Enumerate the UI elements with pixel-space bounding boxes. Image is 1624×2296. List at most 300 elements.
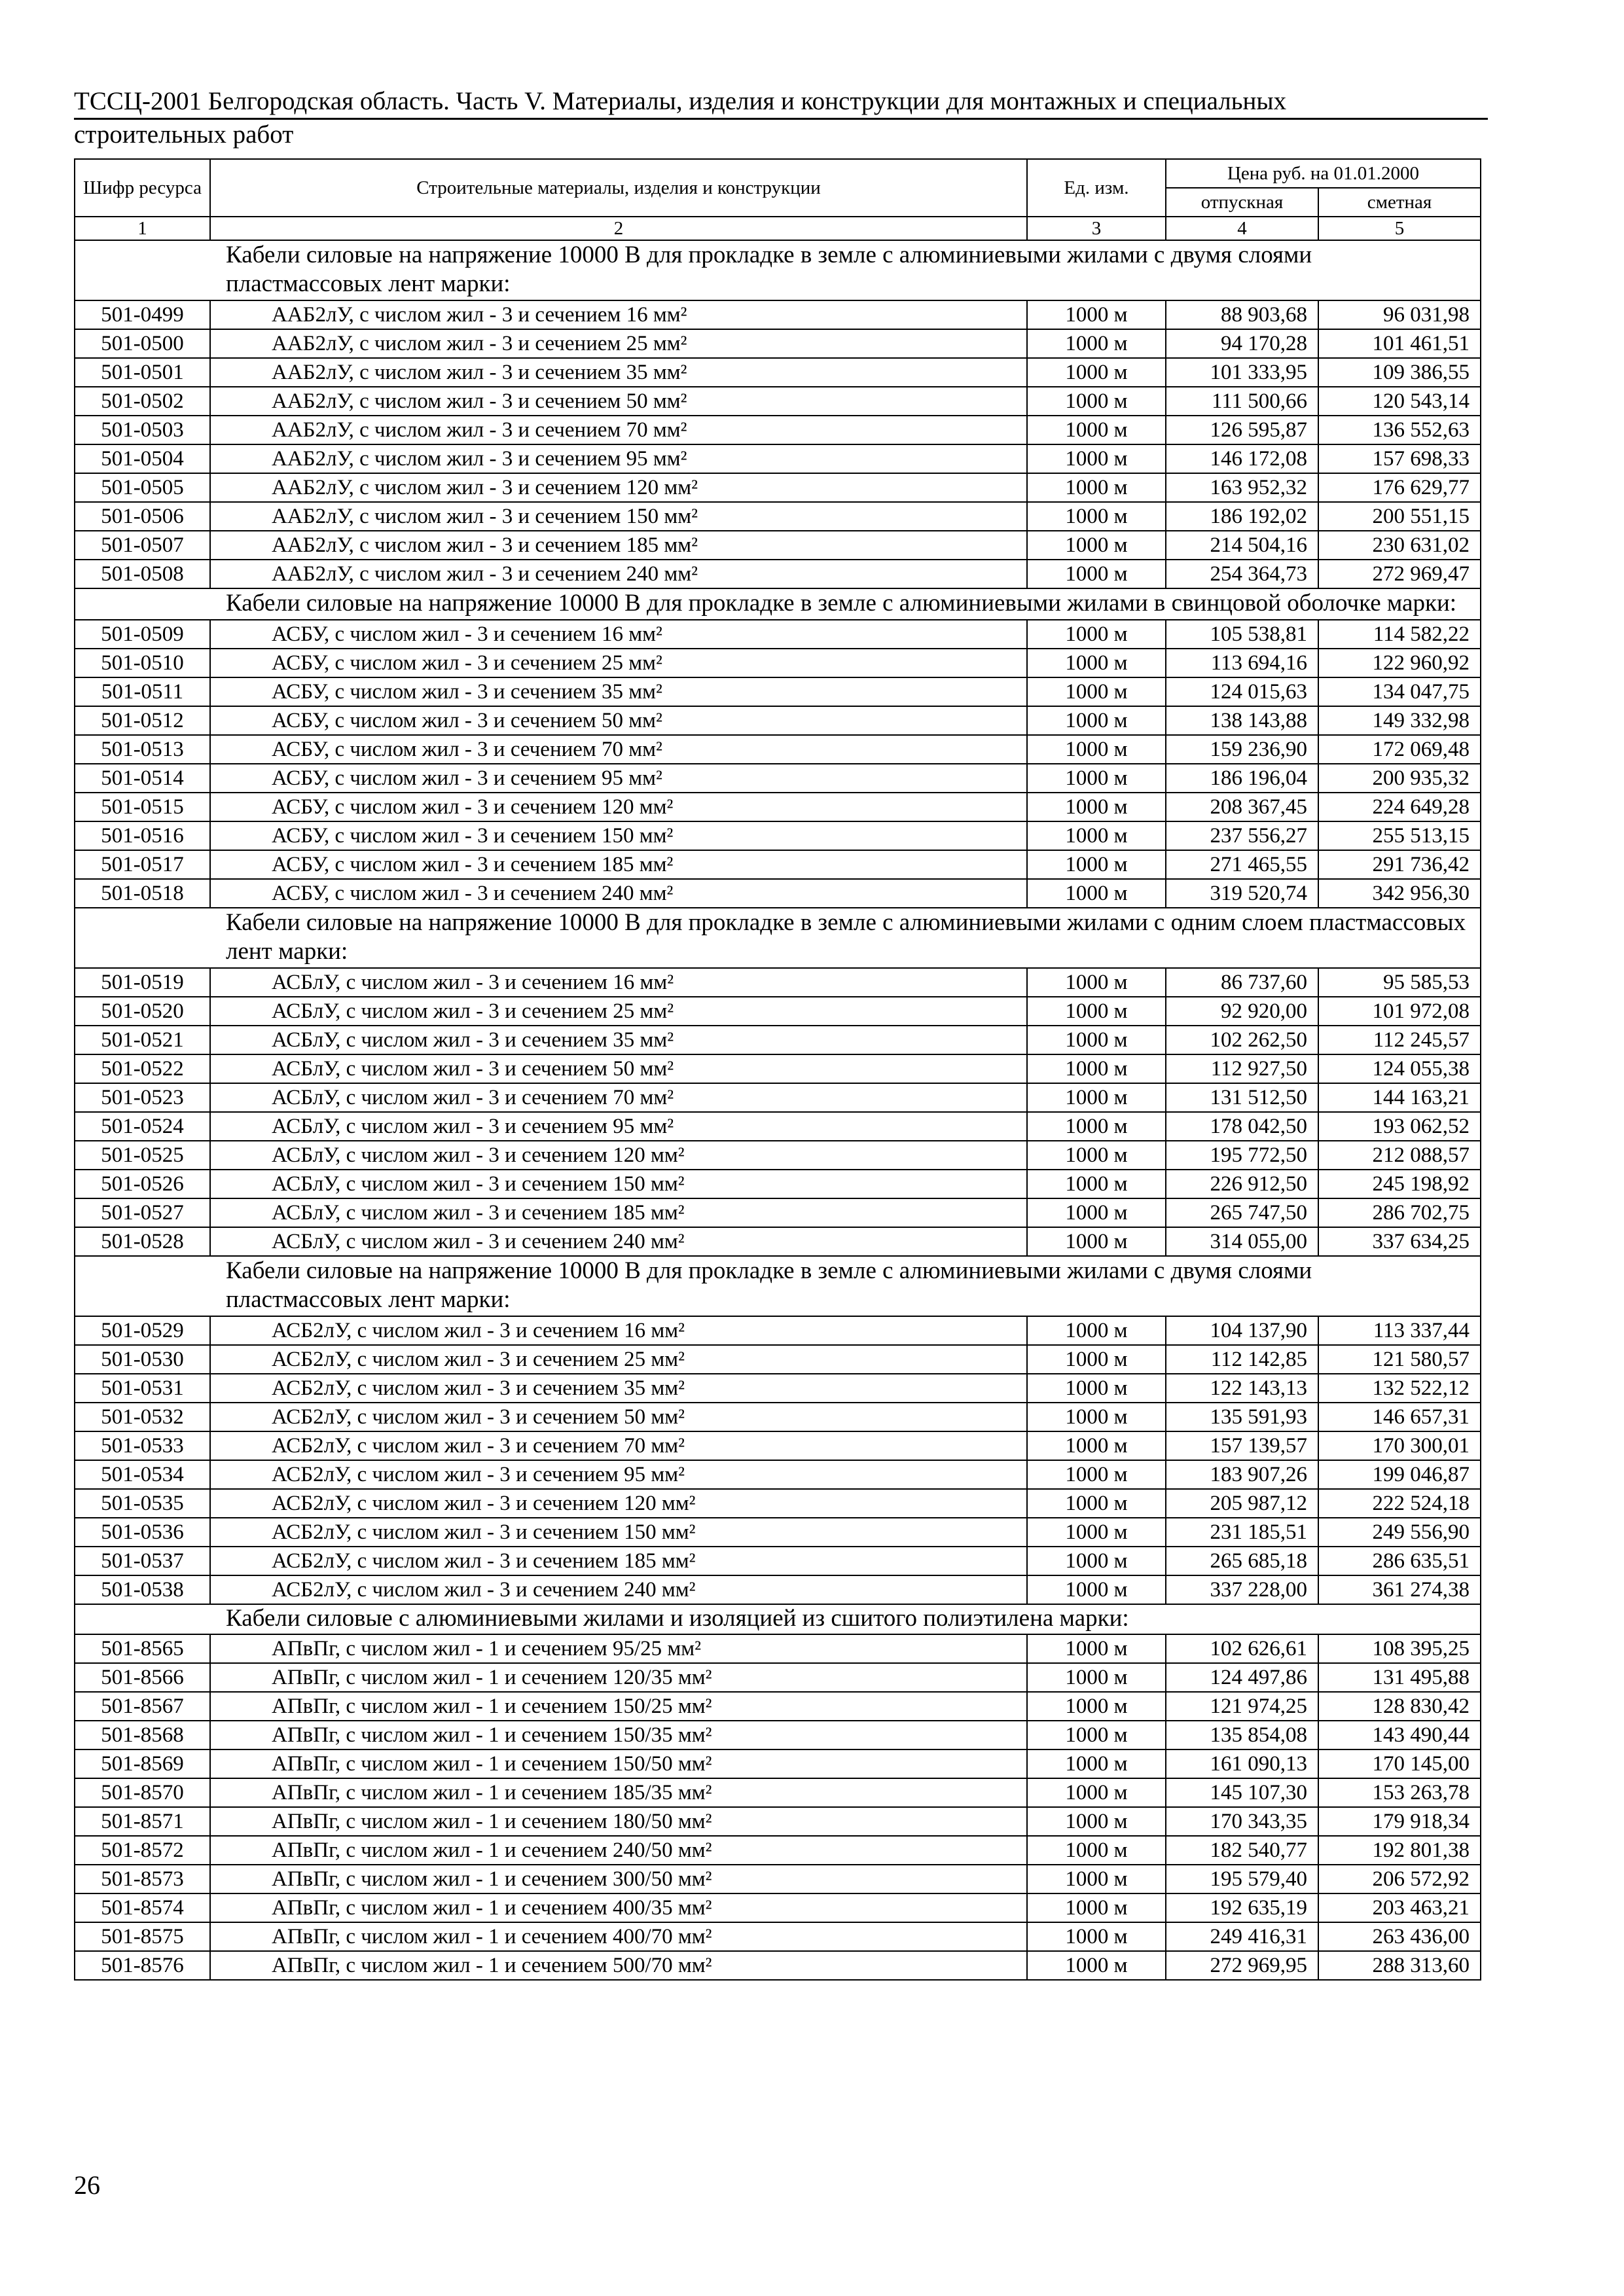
column-number: 3 — [1027, 217, 1166, 240]
header-release-price: отпускная — [1166, 188, 1318, 217]
resource-code: 501-0500 — [75, 329, 210, 358]
estimate-price: 245 198,92 — [1318, 1170, 1481, 1198]
resource-code: 501-0527 — [75, 1198, 210, 1227]
material-name: АСБУ, с числом жил - 3 и сечением 50 мм² — [210, 706, 1027, 735]
table-row — [75, 850, 1481, 879]
header-code: Шифр ресурса — [75, 159, 210, 217]
resource-code: 501-8573 — [75, 1865, 210, 1893]
release-price: 226 912,50 — [1166, 1170, 1318, 1198]
unit: 1000 м — [1027, 997, 1166, 1026]
release-price: 272 969,95 — [1166, 1951, 1318, 1980]
release-price: 105 538,81 — [1166, 620, 1318, 649]
estimate-price: 286 702,75 — [1318, 1198, 1481, 1227]
resource-code: 501-0520 — [75, 997, 210, 1026]
resource-code: 501-0516 — [75, 821, 210, 850]
release-price: 101 333,95 — [1166, 358, 1318, 387]
table-row — [75, 531, 1481, 560]
unit: 1000 м — [1027, 1951, 1166, 1980]
unit: 1000 м — [1027, 1922, 1166, 1951]
material-name: АСБлУ, с числом жил - 3 и сечением 35 мм² — [210, 1026, 1027, 1054]
resource-code: 501-0510 — [75, 649, 210, 677]
estimate-price: 272 969,47 — [1318, 560, 1481, 588]
estimate-price: 157 698,33 — [1318, 444, 1481, 473]
estimate-price: 206 572,92 — [1318, 1865, 1481, 1893]
estimate-price: 143 490,44 — [1318, 1721, 1481, 1749]
header-estimate-price: сметная — [1318, 188, 1481, 217]
resource-code: 501-0517 — [75, 850, 210, 879]
table-row — [75, 1865, 1481, 1893]
unit: 1000 м — [1027, 1547, 1166, 1575]
estimate-price: 222 524,18 — [1318, 1489, 1481, 1518]
table-row — [75, 387, 1481, 416]
table-row — [75, 473, 1481, 502]
table-row — [75, 416, 1481, 444]
resource-code: 501-8565 — [75, 1634, 210, 1663]
material-name: АСБУ, с числом жил - 3 и сечением 95 мм² — [210, 764, 1027, 793]
release-price: 145 107,30 — [1166, 1778, 1318, 1807]
estimate-price: 342 956,30 — [1318, 879, 1481, 908]
estimate-price: 120 543,14 — [1318, 387, 1481, 416]
table-row — [75, 300, 1481, 329]
unit: 1000 м — [1027, 1141, 1166, 1170]
table-row — [75, 793, 1481, 821]
release-price: 111 500,66 — [1166, 387, 1318, 416]
release-price: 138 143,88 — [1166, 706, 1318, 735]
resource-code: 501-8575 — [75, 1922, 210, 1951]
release-price: 126 595,87 — [1166, 416, 1318, 444]
table-row — [75, 706, 1481, 735]
resource-code: 501-0518 — [75, 879, 210, 908]
table-row — [75, 329, 1481, 358]
material-name: АСБУ, с числом жил - 3 и сечением 35 мм² — [210, 677, 1027, 706]
column-number: 4 — [1166, 217, 1318, 240]
unit: 1000 м — [1027, 1026, 1166, 1054]
estimate-price: 132 522,12 — [1318, 1374, 1481, 1403]
table-row — [75, 1141, 1481, 1170]
unit: 1000 м — [1027, 1836, 1166, 1865]
release-price: 195 772,50 — [1166, 1141, 1318, 1170]
unit: 1000 м — [1027, 1345, 1166, 1374]
estimate-price: 176 629,77 — [1318, 473, 1481, 502]
material-name: АСБУ, с числом жил - 3 и сечением 16 мм² — [210, 620, 1027, 649]
estimate-price: 337 634,25 — [1318, 1227, 1481, 1256]
table-row — [75, 1431, 1481, 1460]
estimate-price: 193 062,52 — [1318, 1112, 1481, 1141]
material-name: АСБлУ, с числом жил - 3 и сечением 95 мм² — [210, 1112, 1027, 1141]
release-price: 159 236,90 — [1166, 735, 1318, 764]
release-price: 265 685,18 — [1166, 1547, 1318, 1575]
section-title: Кабели силовые на напряжение 10000 В для прокладке в земле с алюминиевыми жилами с двумя слоями пластмассовых лент марки: — [75, 240, 1481, 300]
unit: 1000 м — [1027, 1634, 1166, 1663]
resource-code: 501-8567 — [75, 1692, 210, 1721]
unit: 1000 м — [1027, 1431, 1166, 1460]
estimate-price: 122 960,92 — [1318, 649, 1481, 677]
release-price: 146 172,08 — [1166, 444, 1318, 473]
resource-code: 501-0505 — [75, 473, 210, 502]
material-name: АПвПг, с числом жил - 1 и сечением 150/50 мм² — [210, 1749, 1027, 1778]
material-name: АСБлУ, с числом жил - 3 и сечением 50 мм² — [210, 1054, 1027, 1083]
release-price: 237 556,27 — [1166, 821, 1318, 850]
material-name: ААБ2лУ, с числом жил - 3 и сечением 150 мм² — [210, 502, 1027, 531]
unit: 1000 м — [1027, 416, 1166, 444]
table-row — [75, 821, 1481, 850]
material-name: АСБУ, с числом жил - 3 и сечением 120 мм² — [210, 793, 1027, 821]
table-row — [75, 1026, 1481, 1054]
material-name: АСБ2лУ, с числом жил - 3 и сечением 35 мм² — [210, 1374, 1027, 1403]
table-row — [75, 1951, 1481, 1980]
unit: 1000 м — [1027, 1893, 1166, 1922]
unit: 1000 м — [1027, 620, 1166, 649]
section-title-row — [75, 1604, 1481, 1634]
material-name: АПвПг, с числом жил - 1 и сечением 240/50 мм² — [210, 1836, 1027, 1865]
release-price: 208 367,45 — [1166, 793, 1318, 821]
table-row — [75, 879, 1481, 908]
table-row — [75, 1227, 1481, 1256]
estimate-price: 255 513,15 — [1318, 821, 1481, 850]
resource-code: 501-0529 — [75, 1316, 210, 1345]
material-name: АСБ2лУ, с числом жил - 3 и сечением 240 мм² — [210, 1575, 1027, 1604]
estimate-price: 124 055,38 — [1318, 1054, 1481, 1083]
estimate-price: 112 245,57 — [1318, 1026, 1481, 1054]
resource-code: 501-0523 — [75, 1083, 210, 1112]
material-name: ААБ2лУ, с числом жил - 3 и сечением 50 мм² — [210, 387, 1027, 416]
table-row — [75, 1634, 1481, 1663]
material-name: АПвПг, с числом жил - 1 и сечением 180/50 мм² — [210, 1807, 1027, 1836]
unit: 1000 м — [1027, 387, 1166, 416]
resource-code: 501-0522 — [75, 1054, 210, 1083]
table-row — [75, 1198, 1481, 1227]
resource-code: 501-8574 — [75, 1893, 210, 1922]
table-row — [75, 997, 1481, 1026]
unit: 1000 м — [1027, 1460, 1166, 1489]
estimate-price: 203 463,21 — [1318, 1893, 1481, 1922]
unit: 1000 м — [1027, 1112, 1166, 1141]
unit: 1000 м — [1027, 1403, 1166, 1431]
resource-code: 501-0514 — [75, 764, 210, 793]
estimate-price: 291 736,42 — [1318, 850, 1481, 879]
release-price: 157 139,57 — [1166, 1431, 1318, 1460]
unit: 1000 м — [1027, 850, 1166, 879]
estimate-price: 134 047,75 — [1318, 677, 1481, 706]
unit: 1000 м — [1027, 1575, 1166, 1604]
material-name: ААБ2лУ, с числом жил - 3 и сечением 35 мм² — [210, 358, 1027, 387]
header-unit: Ед. изм. — [1027, 159, 1166, 217]
material-name: АПвПг, с числом жил - 1 и сечением 150/35 мм² — [210, 1721, 1027, 1749]
table-row — [75, 968, 1481, 997]
header-name: Строительные материалы, изделия и конструкции — [210, 159, 1027, 217]
section-title-row — [75, 240, 1481, 300]
material-name: ААБ2лУ, с числом жил - 3 и сечением 16 мм² — [210, 300, 1027, 329]
resource-code: 501-0502 — [75, 387, 210, 416]
resource-code: 501-8571 — [75, 1807, 210, 1836]
material-name: АСБУ, с числом жил - 3 и сечением 70 мм² — [210, 735, 1027, 764]
page-number: 26 — [74, 2170, 100, 2200]
estimate-price: 200 551,15 — [1318, 502, 1481, 531]
release-price: 319 520,74 — [1166, 879, 1318, 908]
resource-code: 501-0511 — [75, 677, 210, 706]
section-title: Кабели силовые на напряжение 10000 В для прокладке в земле с алюминиевыми жилами с одним слоем пластмассовых лент марки: — [75, 908, 1481, 968]
resource-code: 501-0524 — [75, 1112, 210, 1141]
material-name: АСБлУ, с числом жил - 3 и сечением 240 мм² — [210, 1227, 1027, 1256]
unit: 1000 м — [1027, 1227, 1166, 1256]
unit: 1000 м — [1027, 1083, 1166, 1112]
column-number: 1 — [75, 217, 210, 240]
estimate-price: 263 436,00 — [1318, 1922, 1481, 1951]
estimate-price: 131 495,88 — [1318, 1663, 1481, 1692]
resource-code: 501-8566 — [75, 1663, 210, 1692]
material-name: АСБлУ, с числом жил - 3 и сечением 185 мм² — [210, 1198, 1027, 1227]
release-price: 254 364,73 — [1166, 560, 1318, 588]
resource-code: 501-0499 — [75, 300, 210, 329]
unit: 1000 м — [1027, 358, 1166, 387]
material-name: ААБ2лУ, с числом жил - 3 и сечением 120 мм² — [210, 473, 1027, 502]
release-price: 314 055,00 — [1166, 1227, 1318, 1256]
material-name: ААБ2лУ, с числом жил - 3 и сечением 25 мм² — [210, 329, 1027, 358]
material-name: АПвПг, с числом жил - 1 и сечением 150/25 мм² — [210, 1692, 1027, 1721]
table-row — [75, 1749, 1481, 1778]
material-name: АСБУ, с числом жил - 3 и сечением 25 мм² — [210, 649, 1027, 677]
resource-code: 501-0503 — [75, 416, 210, 444]
resource-code: 501-8570 — [75, 1778, 210, 1807]
estimate-price: 149 332,98 — [1318, 706, 1481, 735]
unit: 1000 м — [1027, 793, 1166, 821]
unit: 1000 м — [1027, 1489, 1166, 1518]
table-row — [75, 1112, 1481, 1141]
material-name: АСБлУ, с числом жил - 3 и сечением 25 мм² — [210, 997, 1027, 1026]
resource-code: 501-0521 — [75, 1026, 210, 1054]
resource-code: 501-0501 — [75, 358, 210, 387]
material-name: АПвПг, с числом жил - 1 и сечением 400/70 мм² — [210, 1922, 1027, 1951]
table-row — [75, 1807, 1481, 1836]
column-number-row — [75, 217, 1481, 240]
estimate-price: 170 145,00 — [1318, 1749, 1481, 1778]
estimate-price: 224 649,28 — [1318, 793, 1481, 821]
table-row — [75, 1575, 1481, 1604]
estimate-price: 128 830,42 — [1318, 1692, 1481, 1721]
table-row — [75, 1893, 1481, 1922]
material-name: АСБ2лУ, с числом жил - 3 и сечением 50 мм² — [210, 1403, 1027, 1431]
estimate-price: 172 069,48 — [1318, 735, 1481, 764]
release-price: 135 854,08 — [1166, 1721, 1318, 1749]
estimate-price: 101 972,08 — [1318, 997, 1481, 1026]
release-price: 231 185,51 — [1166, 1518, 1318, 1547]
resource-code: 501-0515 — [75, 793, 210, 821]
unit: 1000 м — [1027, 1749, 1166, 1778]
unit: 1000 м — [1027, 1721, 1166, 1749]
estimate-price: 95 585,53 — [1318, 968, 1481, 997]
section-title-row — [75, 588, 1481, 620]
table-row — [75, 1692, 1481, 1721]
release-price: 182 540,77 — [1166, 1836, 1318, 1865]
estimate-price: 101 461,51 — [1318, 329, 1481, 358]
release-price: 271 465,55 — [1166, 850, 1318, 879]
estimate-price: 109 386,55 — [1318, 358, 1481, 387]
section-title: Кабели силовые на напряжение 10000 В для прокладке в земле с алюминиевыми жилами в свинцовой оболочке марки: — [75, 588, 1481, 620]
resource-code: 501-0538 — [75, 1575, 210, 1604]
estimate-price: 121 580,57 — [1318, 1345, 1481, 1374]
estimate-price: 96 031,98 — [1318, 300, 1481, 329]
estimate-price: 146 657,31 — [1318, 1403, 1481, 1431]
unit: 1000 м — [1027, 649, 1166, 677]
material-name: ААБ2лУ, с числом жил - 3 и сечением 240 мм² — [210, 560, 1027, 588]
unit: 1000 м — [1027, 821, 1166, 850]
resource-code: 501-0508 — [75, 560, 210, 588]
unit: 1000 м — [1027, 1316, 1166, 1345]
release-price: 121 974,25 — [1166, 1692, 1318, 1721]
table-row — [75, 1083, 1481, 1112]
resource-code: 501-8572 — [75, 1836, 210, 1865]
release-price: 112 927,50 — [1166, 1054, 1318, 1083]
unit: 1000 м — [1027, 735, 1166, 764]
release-price: 94 170,28 — [1166, 329, 1318, 358]
table-row — [75, 560, 1481, 588]
table-row — [75, 1054, 1481, 1083]
table-row — [75, 677, 1481, 706]
header-title-line1: ТССЦ-2001 Белгородская область. Часть V. Материалы, изделия и конструкции для монтажных и специальных — [74, 87, 1287, 115]
section-title: Кабели силовые с алюминиевыми жилами и изоляцией из сшитого полиэтилена марки: — [75, 1604, 1481, 1634]
material-name: АСБ2лУ, с числом жил - 3 и сечением 16 мм² — [210, 1316, 1027, 1345]
unit: 1000 м — [1027, 1198, 1166, 1227]
unit: 1000 м — [1027, 1374, 1166, 1403]
table-row — [75, 1518, 1481, 1547]
estimate-price: 153 263,78 — [1318, 1778, 1481, 1807]
release-price: 135 591,93 — [1166, 1403, 1318, 1431]
material-name: АСБУ, с числом жил - 3 и сечением 150 мм² — [210, 821, 1027, 850]
resource-code: 501-0512 — [75, 706, 210, 735]
release-price: 163 952,32 — [1166, 473, 1318, 502]
resource-code: 501-0531 — [75, 1374, 210, 1403]
material-name: АПвПг, с числом жил - 1 и сечением 95/25 мм² — [210, 1634, 1027, 1663]
unit: 1000 м — [1027, 1865, 1166, 1893]
resource-code: 501-0532 — [75, 1403, 210, 1431]
resource-code: 501-0507 — [75, 531, 210, 560]
release-price: 178 042,50 — [1166, 1112, 1318, 1141]
release-price: 104 137,90 — [1166, 1316, 1318, 1345]
header-title-line2: строительных работ — [74, 120, 294, 149]
estimate-price: 212 088,57 — [1318, 1141, 1481, 1170]
material-name: ААБ2лУ, с числом жил - 3 и сечением 70 мм² — [210, 416, 1027, 444]
unit: 1000 м — [1027, 706, 1166, 735]
table-row — [75, 358, 1481, 387]
material-name: АСБУ, с числом жил - 3 и сечением 185 мм² — [210, 850, 1027, 879]
unit: 1000 м — [1027, 473, 1166, 502]
release-price: 131 512,50 — [1166, 1083, 1318, 1112]
table-row — [75, 1460, 1481, 1489]
release-price: 124 015,63 — [1166, 677, 1318, 706]
column-number: 5 — [1318, 217, 1481, 240]
release-price: 214 504,16 — [1166, 531, 1318, 560]
table-row — [75, 502, 1481, 531]
resource-code: 501-0528 — [75, 1227, 210, 1256]
material-name: АПвПг, с числом жил - 1 и сечением 400/35 мм² — [210, 1893, 1027, 1922]
release-price: 92 920,00 — [1166, 997, 1318, 1026]
table-row — [75, 444, 1481, 473]
material-name: АСБлУ, с числом жил - 3 и сечением 120 мм² — [210, 1141, 1027, 1170]
release-price: 186 196,04 — [1166, 764, 1318, 793]
resource-code: 501-0537 — [75, 1547, 210, 1575]
release-price: 88 903,68 — [1166, 300, 1318, 329]
table-header-row — [75, 159, 1481, 188]
table-row — [75, 1374, 1481, 1403]
resource-code: 501-0509 — [75, 620, 210, 649]
table-row — [75, 1547, 1481, 1575]
resource-code: 501-0535 — [75, 1489, 210, 1518]
table-row — [75, 1170, 1481, 1198]
unit: 1000 м — [1027, 968, 1166, 997]
table-row — [75, 1316, 1481, 1345]
release-price: 205 987,12 — [1166, 1489, 1318, 1518]
release-price: 112 142,85 — [1166, 1345, 1318, 1374]
table-row — [75, 1403, 1481, 1431]
table-row — [75, 1721, 1481, 1749]
unit: 1000 м — [1027, 764, 1166, 793]
material-name: АСБ2лУ, с числом жил - 3 и сечением 185 мм² — [210, 1547, 1027, 1575]
unit: 1000 м — [1027, 502, 1166, 531]
resource-code: 501-0513 — [75, 735, 210, 764]
release-price: 102 262,50 — [1166, 1026, 1318, 1054]
resource-code: 501-0536 — [75, 1518, 210, 1547]
resource-code: 501-0506 — [75, 502, 210, 531]
release-price: 86 737,60 — [1166, 968, 1318, 997]
unit: 1000 м — [1027, 329, 1166, 358]
section-title: Кабели силовые на напряжение 10000 В для прокладке в земле с алюминиевыми жилами с двумя слоями пластмассовых лент марки: — [75, 1256, 1481, 1316]
table-row — [75, 764, 1481, 793]
material-name: АСБУ, с числом жил - 3 и сечением 240 мм² — [210, 879, 1027, 908]
table-row — [75, 1489, 1481, 1518]
unit: 1000 м — [1027, 1054, 1166, 1083]
estimate-price: 192 801,38 — [1318, 1836, 1481, 1865]
section-title-row — [75, 908, 1481, 968]
unit: 1000 м — [1027, 1663, 1166, 1692]
price-table — [74, 158, 1481, 1981]
resource-code: 501-0525 — [75, 1141, 210, 1170]
release-price: 249 416,31 — [1166, 1922, 1318, 1951]
resource-code: 501-0534 — [75, 1460, 210, 1489]
estimate-price: 249 556,90 — [1318, 1518, 1481, 1547]
material-name: АПвПг, с числом жил - 1 и сечением 500/70 мм² — [210, 1951, 1027, 1980]
material-name: АСБ2лУ, с числом жил - 3 и сечением 25 мм² — [210, 1345, 1027, 1374]
table-row — [75, 1663, 1481, 1692]
section-title-row — [75, 1256, 1481, 1316]
unit: 1000 м — [1027, 1170, 1166, 1198]
resource-code: 501-8568 — [75, 1721, 210, 1749]
release-price: 122 143,13 — [1166, 1374, 1318, 1403]
table-row — [75, 1922, 1481, 1951]
estimate-price: 286 635,51 — [1318, 1547, 1481, 1575]
running-header — [74, 86, 1488, 150]
material-name: АСБ2лУ, с числом жил - 3 и сечением 95 мм² — [210, 1460, 1027, 1489]
unit: 1000 м — [1027, 677, 1166, 706]
unit: 1000 м — [1027, 531, 1166, 560]
release-price: 265 747,50 — [1166, 1198, 1318, 1227]
unit: 1000 м — [1027, 300, 1166, 329]
resource-code: 501-0519 — [75, 968, 210, 997]
unit: 1000 м — [1027, 879, 1166, 908]
table-row — [75, 1345, 1481, 1374]
resource-code: 501-8576 — [75, 1951, 210, 1980]
material-name: АПвПг, с числом жил - 1 и сечением 120/35 мм² — [210, 1663, 1027, 1692]
estimate-price: 230 631,02 — [1318, 531, 1481, 560]
material-name: АСБлУ, с числом жил - 3 и сечением 16 мм² — [210, 968, 1027, 997]
release-price: 337 228,00 — [1166, 1575, 1318, 1604]
material-name: ААБ2лУ, с числом жил - 3 и сечением 95 мм² — [210, 444, 1027, 473]
resource-code: 501-0530 — [75, 1345, 210, 1374]
release-price: 195 579,40 — [1166, 1865, 1318, 1893]
material-name: АСБлУ, с числом жил - 3 и сечением 150 мм² — [210, 1170, 1027, 1198]
release-price: 186 192,02 — [1166, 502, 1318, 531]
material-name: ААБ2лУ, с числом жил - 3 и сечением 185 мм² — [210, 531, 1027, 560]
unit: 1000 м — [1027, 1807, 1166, 1836]
